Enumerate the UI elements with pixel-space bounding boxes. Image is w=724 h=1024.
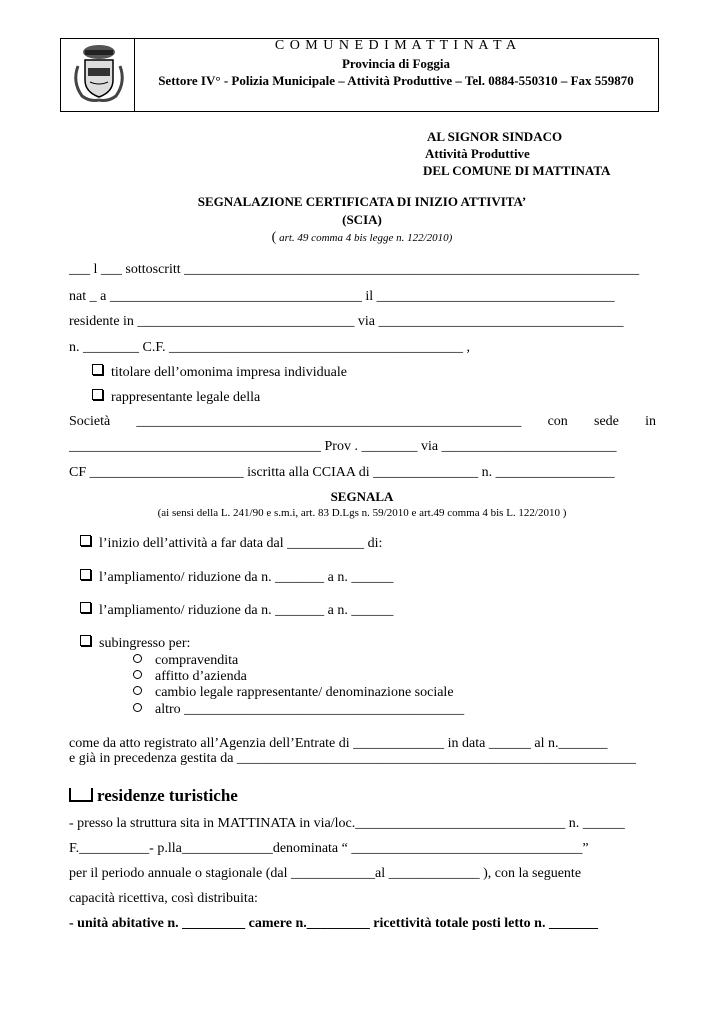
residenze-line-5: - unità abitative n. _________ camere n._________ ricettività totale posti letto n. _______ — [69, 916, 598, 931]
societa-con: con — [547, 414, 568, 429]
sub-option-altro[interactable] — [133, 702, 464, 718]
segnala-item-ampliamento-2-label: l’ampliamento/ riduzione da n. _______ a n. ______ — [99, 603, 394, 618]
checkbox-icon[interactable] — [80, 635, 91, 646]
form-line-prov: ____________________________________ Prov . ________ via _________________________ — [69, 439, 617, 454]
legal-reference-text: art. 49 comma 4 bis legge n. 122/2010) — [276, 232, 453, 244]
atto-line-2: e già in precedenza gestita da _________________________________________________________ — [69, 751, 636, 766]
circle-bullet-icon — [133, 654, 142, 663]
societa-blank: _______________________________________________________ — [136, 414, 522, 429]
residenze-line-1: - presso la struttura sita in MATTINATA in via/loc.______________________________ n. ______ — [69, 816, 625, 831]
document-subtitle: (SCIA) — [342, 212, 382, 227]
sub-option-cambio[interactable] — [133, 685, 454, 701]
comune-name: C O M U N E D I M A T T I N A T A — [274, 38, 518, 53]
option-rappresentante[interactable] — [92, 389, 260, 406]
legal-reference-paren: ( — [271, 230, 277, 245]
form-line-birth: nat _ a ____________________________________ il __________________________________ — [69, 289, 615, 304]
addressee-line-2: Attività Produttive — [425, 146, 530, 161]
atto-line-1: come da atto registrato all’Agenzia dell’Entrate di _____________ in data ______ al n._______ — [69, 736, 608, 751]
form-line-societa — [69, 414, 656, 430]
societa-label: Società — [69, 414, 111, 429]
segnala-item-subingresso-label: subingresso per: — [99, 636, 191, 651]
segnala-item-ampliamento-1[interactable] — [80, 569, 393, 586]
form-line-name: ___ l ___ sottoscritt _________________________________________________________________ — [69, 262, 640, 277]
societa-sede: sede — [594, 414, 619, 429]
settore: Settore IV° - Polizia Municipale – Attività Produttive – Tel. 0884-550310 – Fax 559870 — [158, 73, 634, 88]
residenze-line-2: F.__________- p.lla_____________denominata “ _________________________________” — [69, 841, 589, 856]
segnala-item-subingresso[interactable] — [80, 635, 190, 652]
checkbox-icon[interactable] — [80, 602, 91, 613]
checkbox-icon[interactable] — [92, 389, 103, 400]
addressee-line-3: DEL COMUNE DI MATTINATA — [423, 163, 611, 178]
segnala-item-inizio-label: l’inizio dell’attività a far data dal ___________ di: — [99, 536, 383, 551]
form-line-residence: residente in _______________________________ via ___________________________________ — [69, 314, 624, 329]
checkbox-icon[interactable] — [80, 535, 91, 546]
societa-in: in — [645, 414, 656, 429]
sub-option-affitto[interactable] — [133, 669, 247, 685]
segnala-subtitle: (ai sensi della L. 241/90 e s.m.i, art. 83 D.Lgs n. 59/2010 e art.49 comma 4 bis L. 122/2010 ) — [157, 507, 567, 519]
segnala-title: SEGNALA — [330, 489, 394, 504]
sub-option-label: altro ________________________________________ — [155, 702, 465, 717]
coat-of-arms-icon — [70, 42, 128, 104]
checkbox-icon[interactable] — [69, 788, 93, 802]
segnala-item-ampliamento-2[interactable] — [80, 602, 393, 619]
checkbox-icon[interactable] — [80, 569, 91, 580]
addressee-line-1: AL SIGNOR SINDACO — [427, 129, 563, 144]
residenze-line-4: capacità ricettiva, così distribuita: — [69, 891, 258, 906]
circle-bullet-icon — [133, 670, 142, 679]
residenze-line-3: per il periodo annuale o stagionale (dal ____________al _____________ ), con la seguente — [69, 866, 582, 881]
segnala-item-ampliamento-1-label: l’ampliamento/ riduzione da n. _______ a n. ______ — [99, 570, 394, 585]
circle-bullet-icon — [133, 703, 142, 712]
residenze-heading[interactable] — [69, 786, 238, 806]
sub-option-label: cambio legale rappresentante/ denominazione sociale — [155, 685, 454, 700]
residenze-title: residenze turistiche — [97, 786, 238, 805]
checkbox-icon[interactable] — [92, 364, 103, 375]
option-titolare-label: titolare dell’omonima impresa individuale — [111, 365, 347, 380]
sub-option-compravendita[interactable] — [133, 653, 238, 669]
option-rappresentante-label: rappresentante legale della — [111, 390, 261, 405]
form-line-cciaa: CF ______________________ iscritta alla CCIAA di _______________ n. _________________ — [69, 465, 615, 480]
option-titolare[interactable] — [92, 364, 347, 381]
sub-option-label: affitto d’azienda — [155, 669, 247, 684]
document-title: SEGNALAZIONE CERTIFICATA DI INIZIO ATTIVITA’ — [197, 194, 527, 209]
segnala-item-inizio[interactable] — [80, 535, 382, 552]
form-line-cf: n. ________ C.F. __________________________________________ , — [69, 340, 471, 355]
legal-reference — [0, 228, 724, 246]
circle-bullet-icon — [133, 686, 142, 695]
provincia: Provincia di Foggia — [341, 56, 451, 71]
sub-option-label: compravendita — [155, 653, 239, 668]
